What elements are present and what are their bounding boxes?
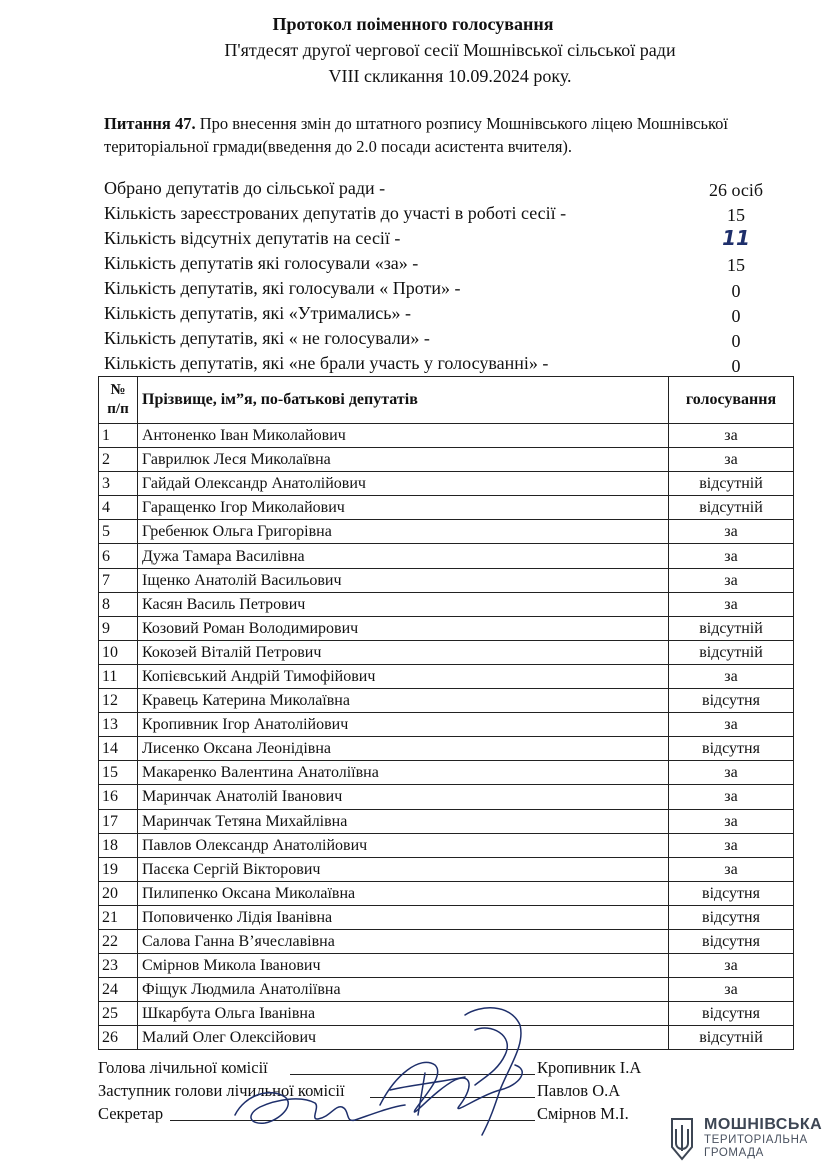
- deputy-name: Лисенко Оксана Леонідівна: [138, 737, 669, 761]
- deputy-name: Малий Олег Олексійович: [138, 1026, 669, 1050]
- deputy-name: Кокозей Віталій Петрович: [138, 640, 669, 664]
- deputy-name: Антоненко Іван Миколайович: [138, 424, 669, 448]
- row-number: 15: [99, 761, 138, 785]
- deputy-name: Іщенко Анатолій Васильович: [138, 568, 669, 592]
- row-number: 9: [99, 616, 138, 640]
- row-number: 18: [99, 833, 138, 857]
- vote-result: за: [669, 424, 794, 448]
- table-row: [99, 809, 794, 833]
- table-row: [99, 568, 794, 592]
- table-row: [99, 737, 794, 761]
- vote-result: за: [669, 713, 794, 737]
- logo-line2: ТЕРИТОРІАЛЬНА: [704, 1134, 808, 1146]
- logo-line3: ГРОМАДА: [704, 1147, 764, 1159]
- vote-result: відсутній: [669, 496, 794, 520]
- row-number: 16: [99, 785, 138, 809]
- vote-result: за: [669, 978, 794, 1002]
- community-logo: [668, 1116, 823, 1162]
- signature-name-secretary: Смірнов М.І.: [537, 1104, 629, 1123]
- vote-result: за: [669, 785, 794, 809]
- row-number: 19: [99, 857, 138, 881]
- deputy-name: Гаврилюк Леся Миколаївна: [138, 448, 669, 472]
- row-number: 10: [99, 640, 138, 664]
- deputy-name: Козовий Роман Володимирович: [138, 616, 669, 640]
- trident-icon: [668, 1117, 696, 1161]
- vote-result: за: [669, 857, 794, 881]
- deputy-name: Поповиченко Лідія Іванівна: [138, 905, 669, 929]
- logo-name: МОШНІВСЬКА: [704, 1116, 823, 1133]
- stat-label: Кількість депутатів, які «Утримались» -: [104, 303, 411, 323]
- table-row: [99, 833, 794, 857]
- row-number: 17: [99, 809, 138, 833]
- stat-label: Кількість депутатів, які « не голосували» -: [104, 328, 430, 348]
- header-number-line2: п/п: [107, 401, 129, 417]
- deputy-name: Кропивник Ігор Анатолійович: [138, 713, 669, 737]
- signature-stroke: [418, 1073, 425, 1115]
- vote-result: відсутній: [669, 472, 794, 496]
- vote-result: відсутня: [669, 1002, 794, 1026]
- vote-result: за: [669, 664, 794, 688]
- row-number: 12: [99, 689, 138, 713]
- vote-result: за: [669, 761, 794, 785]
- table-row: [99, 761, 794, 785]
- logo-subtitle: [704, 1134, 808, 1160]
- header-number-line1: №: [110, 382, 126, 398]
- deputy-name: Павлов Олександр Анатолійович: [138, 833, 669, 857]
- row-number: 20: [99, 881, 138, 905]
- vote-result: за: [669, 520, 794, 544]
- stat-value: 0: [731, 356, 741, 376]
- row-number: 13: [99, 713, 138, 737]
- table-row: [99, 616, 794, 640]
- signature-stroke: [475, 1028, 507, 1085]
- stat-value: 0: [731, 281, 741, 301]
- deputy-name: Макаренко Валентина Анатоліївна: [138, 761, 669, 785]
- table-row: [99, 857, 794, 881]
- signature-name-deputy: Павлов О.А: [537, 1081, 621, 1100]
- vote-result: відсутній: [669, 1026, 794, 1050]
- voting-table: [98, 376, 794, 1050]
- row-number: 22: [99, 929, 138, 953]
- vote-result: відсутня: [669, 737, 794, 761]
- stat-value-handwritten: 11: [722, 226, 750, 250]
- stat-value: 15: [727, 205, 745, 225]
- stat-value: 26 осіб: [708, 180, 764, 200]
- vote-result: відсутня: [669, 929, 794, 953]
- deputy-name: Гайдай Олександр Анатолійович: [138, 472, 669, 496]
- row-number: 25: [99, 1002, 138, 1026]
- stat-label: Кількість депутатів, які голосували « Проти» -: [104, 278, 461, 298]
- vote-result: відсутня: [669, 905, 794, 929]
- table-row: [99, 664, 794, 688]
- row-number: 26: [99, 1026, 138, 1050]
- stat-label: Кількість депутатів, які «не брали участь у голосуванні» -: [104, 353, 549, 373]
- deputy-name: Пасєка Сергій Вікторович: [138, 857, 669, 881]
- table-row: [99, 713, 794, 737]
- row-number: 3: [99, 472, 138, 496]
- deputy-name: Смірнов Микола Іванович: [138, 954, 669, 978]
- table-row: [99, 640, 794, 664]
- header-name: Прізвище, ім”я, по-батькові депутатів: [138, 377, 669, 424]
- deputy-name: Гаращенко Ігор Миколайович: [138, 496, 669, 520]
- deputy-name: Салова Ганна В’ячеславівна: [138, 929, 669, 953]
- vote-result: відсутня: [669, 689, 794, 713]
- table-row: [99, 544, 794, 568]
- row-number: 23: [99, 954, 138, 978]
- stat-label: Кількість відсутніх депутатів на сесії -: [104, 228, 401, 248]
- deputy-name: Копієвський Андрій Тимофійович: [138, 664, 669, 688]
- signature-role-secretary: Секретар: [98, 1104, 164, 1123]
- table-row: [99, 905, 794, 929]
- table-row: [99, 472, 794, 496]
- signature-role-deputy: Заступник голови лічильної комісії: [98, 1081, 345, 1100]
- session-subtitle: П'ятдесят другої чергової сесії Мошнівської сільської ради: [224, 40, 676, 60]
- table-row: [99, 448, 794, 472]
- question-label: Питання 47.: [104, 114, 196, 133]
- table-row: [99, 520, 794, 544]
- signature-name-chair: Кропивник І.А: [537, 1058, 642, 1077]
- vote-result: за: [669, 809, 794, 833]
- deputy-name: Пилипенко Оксана Миколаївна: [138, 881, 669, 905]
- vote-result: за: [669, 833, 794, 857]
- stat-label: Обрано депутатів до сільської ради -: [104, 178, 386, 198]
- vote-result: за: [669, 568, 794, 592]
- deputy-name: Кравець Катерина Миколаївна: [138, 689, 669, 713]
- row-number: 2: [99, 448, 138, 472]
- row-number: 7: [99, 568, 138, 592]
- table-header-row: [99, 377, 794, 424]
- header-vote: голосування: [669, 377, 794, 424]
- vote-result: відсутній: [669, 616, 794, 640]
- signature-role-chair: Голова лічильної комісії: [98, 1058, 268, 1077]
- row-number: 8: [99, 592, 138, 616]
- question-paragraph: [104, 112, 794, 158]
- row-number: 1: [99, 424, 138, 448]
- vote-result: за: [669, 448, 794, 472]
- row-number: 6: [99, 544, 138, 568]
- vote-result: за: [669, 592, 794, 616]
- table-row: [99, 929, 794, 953]
- stat-value: 15: [727, 255, 745, 275]
- table-row: [99, 592, 794, 616]
- vote-result: відсутній: [669, 640, 794, 664]
- deputy-name: Шкарбута Ольга Іванівна: [138, 1002, 669, 1026]
- deputy-name: Дужа Тамара Василівна: [138, 544, 669, 568]
- table-row: [99, 496, 794, 520]
- signature-stroke: [390, 1077, 465, 1090]
- document-title: Протокол поіменного голосування: [272, 14, 554, 34]
- question-text: Про внесення змін до штатного розпису Мошнівського ліцею Мошнівської територіальної грмади(введення до 2.0 посади асистента вчителя).: [104, 114, 729, 156]
- row-number: 24: [99, 978, 138, 1002]
- vote-result: за: [669, 544, 794, 568]
- row-number: 14: [99, 737, 138, 761]
- signature-stroke: [235, 1093, 405, 1124]
- deputy-name: Касян Василь Петрович: [138, 592, 669, 616]
- row-number: 11: [99, 664, 138, 688]
- stat-label: Кількість зареєстрованих депутатів до участі в роботі сесії -: [104, 203, 567, 223]
- table-row: [99, 785, 794, 809]
- stat-value: 0: [731, 306, 741, 326]
- deputy-name: Маринчак Анатолій Іванович: [138, 785, 669, 809]
- table-row: [99, 689, 794, 713]
- deputy-name: Гребенюк Ольга Григорівна: [138, 520, 669, 544]
- stat-value: 0: [731, 331, 741, 351]
- row-number: 5: [99, 520, 138, 544]
- table-row: [99, 424, 794, 448]
- table-row: [99, 954, 794, 978]
- convocation-date: VIII скликання 10.09.2024 року.: [328, 66, 572, 86]
- handwritten-signatures: [220, 995, 560, 1145]
- header-number: [99, 377, 138, 424]
- stat-label: Кількість депутатів які голосували «за» -: [104, 253, 419, 273]
- vote-result: за: [669, 954, 794, 978]
- deputy-name: Фіщук Людмила Анатоліївна: [138, 978, 669, 1002]
- vote-result: відсутня: [669, 881, 794, 905]
- row-number: 4: [99, 496, 138, 520]
- deputy-name: Маринчак Тетяна Михайлівна: [138, 809, 669, 833]
- row-number: 21: [99, 905, 138, 929]
- table-row: [99, 881, 794, 905]
